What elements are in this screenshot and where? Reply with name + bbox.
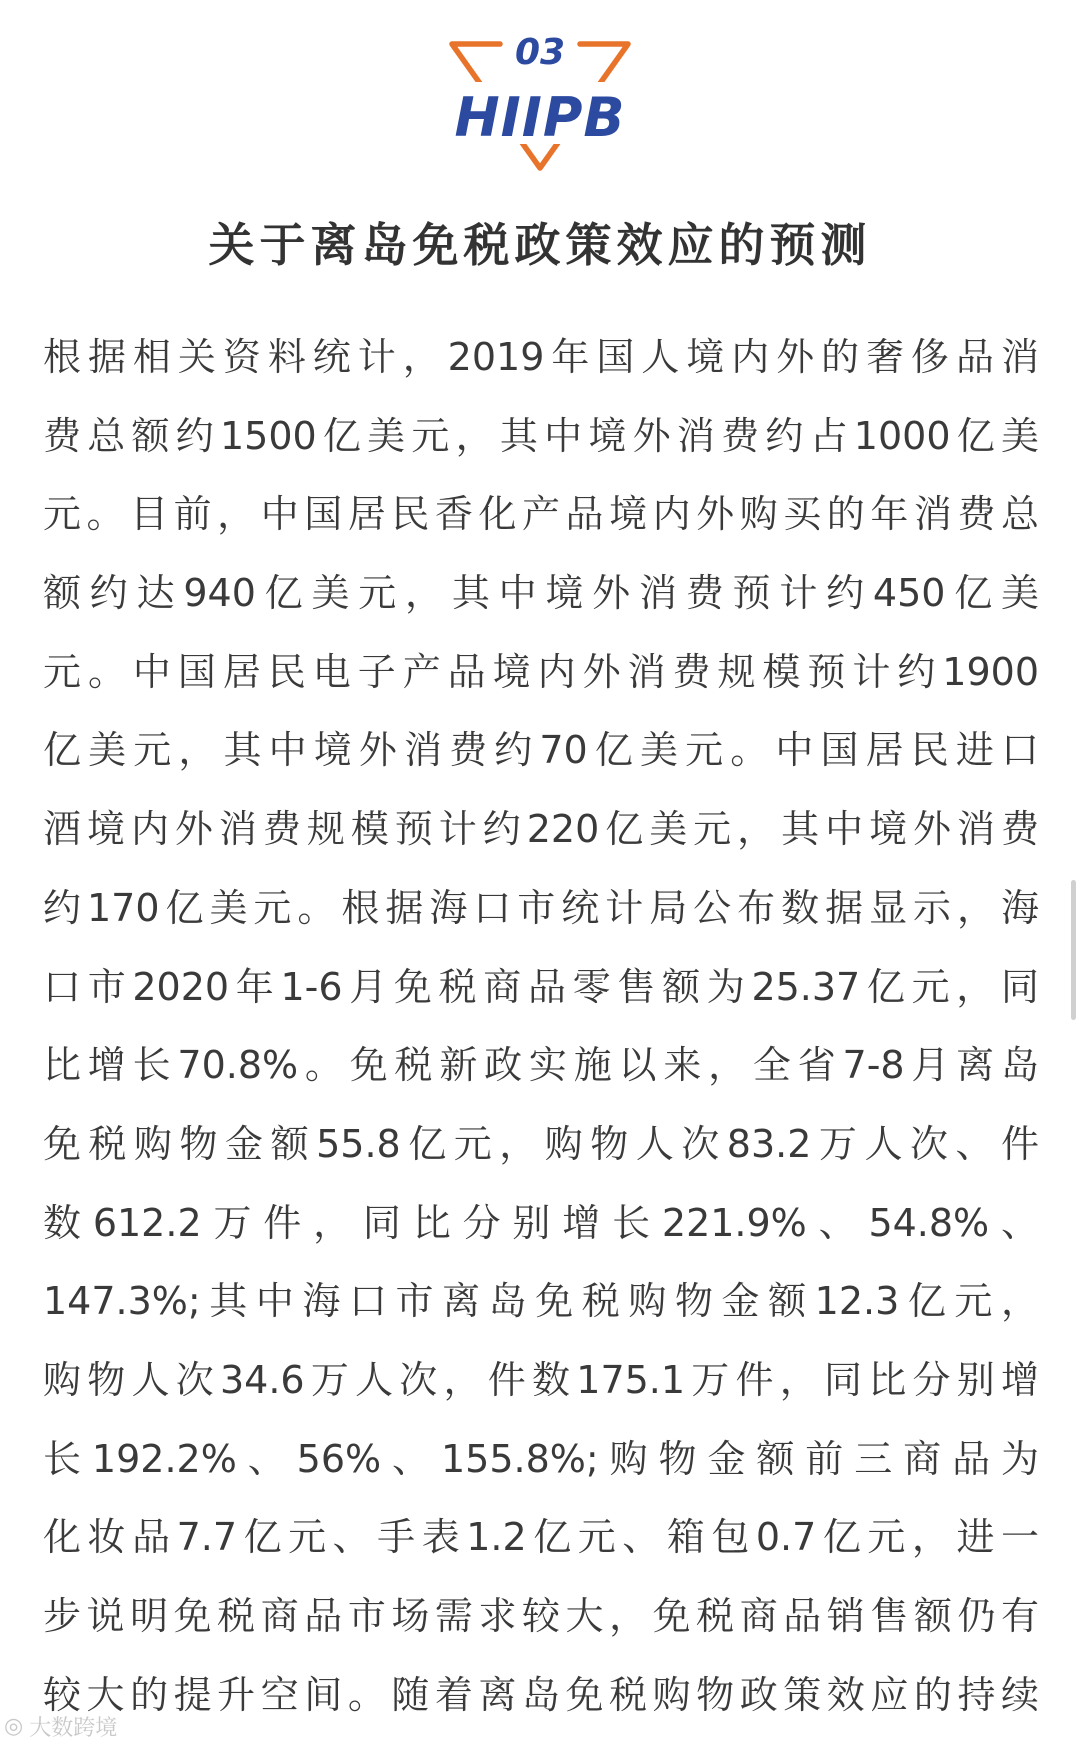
paragraph-line: 费总额约1500亿美元，其中境外消费约占1000亿美: [43, 413, 1039, 458]
paragraph-line: 口市2020年1-6月免税商品零售额为25.37亿元，同: [43, 964, 1039, 1009]
paragraph-line: 免税购物金额55.8亿元，购物人次83.2万人次、件: [43, 1121, 1039, 1166]
paragraph-line: 亿美元，其中境外消费约70亿美元。中国居民进口: [43, 728, 1039, 773]
paragraph-line: 购物人次34.6万人次，件数175.1万件，同比分别增: [43, 1357, 1039, 1402]
paragraph-line: 数612.2万件，同比分别增长221.9%、54.8%、: [43, 1200, 1039, 1245]
paragraph-line: 约170亿美元。根据海口市统计局公布数据显示，海: [43, 885, 1039, 930]
paragraph-line: 酒境内外消费规模预计约220亿美元，其中境外消费: [43, 807, 1039, 852]
paragraph-line: 比增长70.8%。免税新政实施以来，全省7-8月离岛: [43, 1043, 1039, 1088]
watermark: [4, 1710, 117, 1742]
paragraph-line: 额约达940亿美元，其中境外消费预计约450亿美: [43, 571, 1039, 616]
article-body: [43, 318, 1039, 1734]
paragraph-line: 147.3%;其中海口市离岛免税购物金额12.3亿元，: [43, 1279, 1039, 1324]
logo-wordmark: HIIPB: [454, 86, 626, 149]
paragraph-line: 元。中国居民电子产品境内外消费规模预计约1900: [43, 649, 1039, 694]
article-title: 关于离岛免税政策效应的预测: [208, 218, 872, 272]
logo-number: 03: [514, 32, 566, 73]
hiipb-logo-graphic: [0, 0, 1080, 190]
watermark-text: 大数跨境: [29, 1715, 118, 1741]
paragraph-line: 根据相关资料统计，2019年国人境内外的奢侈品消: [43, 335, 1039, 379]
paragraph-line: 长192.2%、56%、155.8%;购物金额前三商品为: [43, 1436, 1039, 1481]
hiipb-logo: [0, 0, 1080, 190]
weibo-icon: ◎: [4, 1713, 24, 1739]
paragraph-line: 元。目前，中国居民香化产品境内外购买的年消费总: [43, 492, 1039, 537]
scrollbar[interactable]: [1071, 880, 1076, 1020]
paragraph-line: 较大的提升空间。随着离岛免税购物政策效应的持续: [43, 1672, 1039, 1717]
paragraph-line: 化妆品7.7亿元、手表1.2亿元、箱包0.7亿元，进一: [43, 1515, 1039, 1560]
paragraph-line: 步说明免税商品市场需求较大，免税商品销售额仍有: [43, 1594, 1039, 1638]
